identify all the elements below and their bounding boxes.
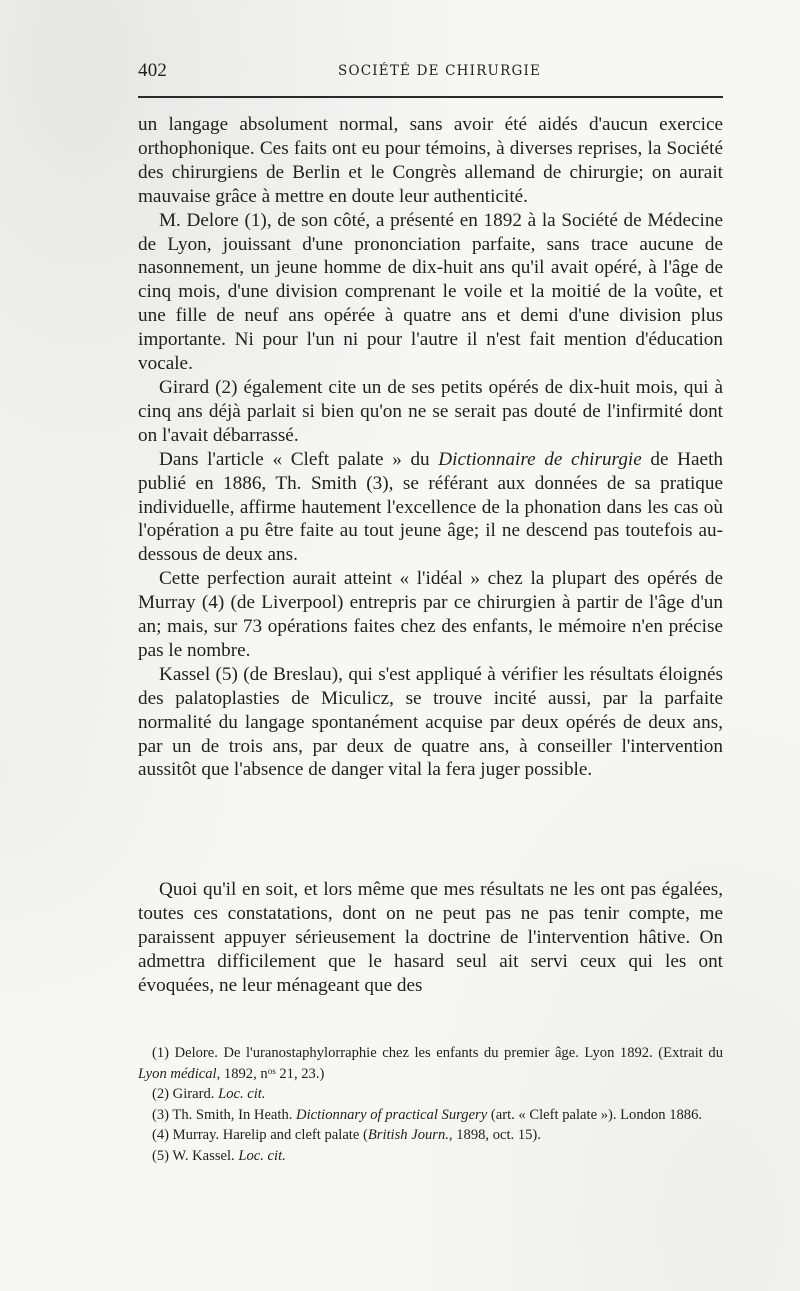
footnote-italic: Loc. cit. xyxy=(238,1147,286,1164)
footnote-marker: (3) xyxy=(152,1106,170,1123)
paragraph xyxy=(138,448,723,568)
paragraph-text: Dans l'article « Cleft palate » du xyxy=(159,448,439,470)
footnote xyxy=(138,1105,723,1126)
running-head xyxy=(138,60,723,82)
footnote-text: Girard. xyxy=(169,1086,219,1102)
paragraph-text: de Haeth publié en 1886, Th. Smith (3), se référant aux données de sa pratique individuelle, affirme hautement l'excellence de la phonation dans les cas où l'opération a pu être faite au tout jeune âge; il ne descend pas toutefois au-dessous de deux ans. xyxy=(138,448,723,566)
footnote-italic: British Journ. xyxy=(367,1127,449,1143)
footnote-italic: Loc. cit. xyxy=(218,1086,266,1102)
footnote-text: Th. Smith, In Heath. xyxy=(169,1106,297,1123)
footnote-text: , 1892, n xyxy=(216,1065,268,1082)
footnote-text: Delore. De l'uranostaphylorraphie chez les enfants du premier âge. Lyon 1892. (Extrait du xyxy=(169,1045,723,1061)
footnote xyxy=(138,1084,723,1105)
italic-title: Dictionnaire de chirurgie xyxy=(438,448,642,470)
body-text xyxy=(138,113,723,782)
running-title: SOCIÉTÉ DE CHIRURGIE xyxy=(338,63,542,79)
body-text-continued xyxy=(138,878,723,998)
page-number: 402 xyxy=(138,60,168,81)
footnote-text: W. Kassel. xyxy=(169,1147,239,1164)
footnote-marker: (5) xyxy=(152,1147,170,1164)
footnote-text: Murray. Harelip and cleft palate ( xyxy=(169,1127,368,1143)
footnotes xyxy=(138,1043,723,1166)
paragraph: Quoi qu'il en soit, et lors même que mes résultats ne les ont pas égalées, toutes ces constatations, dont on ne peut pas ne pas tenir compte, me paraissent appuyer sérieusement la doctrine de l'intervention hâtive. On admettra difficilement que le hasard seul ait servi ceux qui les ont évoquées, ne leur ménageant que des xyxy=(138,879,723,996)
footnote-marker: (2) xyxy=(152,1086,170,1102)
paragraph: Kassel (5) (de Breslau), qui s'est appliqué à vérifier les résultats éloignés des palatoplasties de Miculicz, se trouve incité aussi, par la parfaite normalité du langage spontanément acquise par deux opérés de deux ans, par un de trois ans, par deux de quatre ans, à conseiller l'intervention aussitôt que l'absence de danger vital la fera juger possible. xyxy=(138,663,723,781)
footnote-text: (art. « Cleft palate »). London 1886. xyxy=(487,1106,703,1123)
footnote xyxy=(138,1043,723,1084)
paragraph: un langage absolument normal, sans avoir été aidés d'aucun exercice orthophonique. Ces faits ont eu pour témoins, à diverses reprises, la Société des chirurgiens de Berlin et le Congrès allemand de chirurgie; on aurait mauvaise grâce à mettre en doute leur authenticité. xyxy=(138,114,723,207)
footnote-text: 21, 23.) xyxy=(275,1065,325,1082)
paragraph: M. Delore (1), de son côté, a présenté en 1892 à la Société de Médecine de Lyon, jouissant d'une prononciation parfaite, sans trace aucune de nasonnement, un jeune homme de dix-huit ans qu'il avait opéré, à l'âge de cinq mois, d'une division comprenant le voile et la moitié de la voûte, et une fille de neuf ans opérée à quatre ans et demi d'une division plus importante. Ni pour l'un ni pour l'autre il n'est fait mention d'éducation vocale. xyxy=(138,209,723,375)
footnote xyxy=(138,1125,723,1146)
footnote-italic: Lyon médical xyxy=(138,1065,217,1082)
footnote-text: , 1898, oct. 15). xyxy=(448,1127,541,1143)
footnote-italic: Dictionnary of practical Surgery xyxy=(296,1106,488,1123)
paragraph: Girard (2) également cite un de ses petits opérés de dix-huit mois, qui à cinq ans déjà parlait si bien qu'on ne se serait pas douté de l'infirmité dont on l'avait débarrassé. xyxy=(138,376,723,446)
footnote-marker: (4) xyxy=(152,1127,170,1143)
paragraph: Cette perfection aurait atteint « l'idéal » chez la plupart des opérés de Murray (4) (de Liverpool) entrepris par ce chirurgien à partir de l'âge d'un an; mais, sur 73 opérations faites chez des enfants, le mémoire n'en précise pas le nombre. xyxy=(138,568,723,661)
header-rule xyxy=(138,96,723,98)
footnote-marker: (1) xyxy=(152,1045,170,1061)
footnote xyxy=(138,1146,723,1167)
footnote-superscript: os xyxy=(267,1065,276,1076)
